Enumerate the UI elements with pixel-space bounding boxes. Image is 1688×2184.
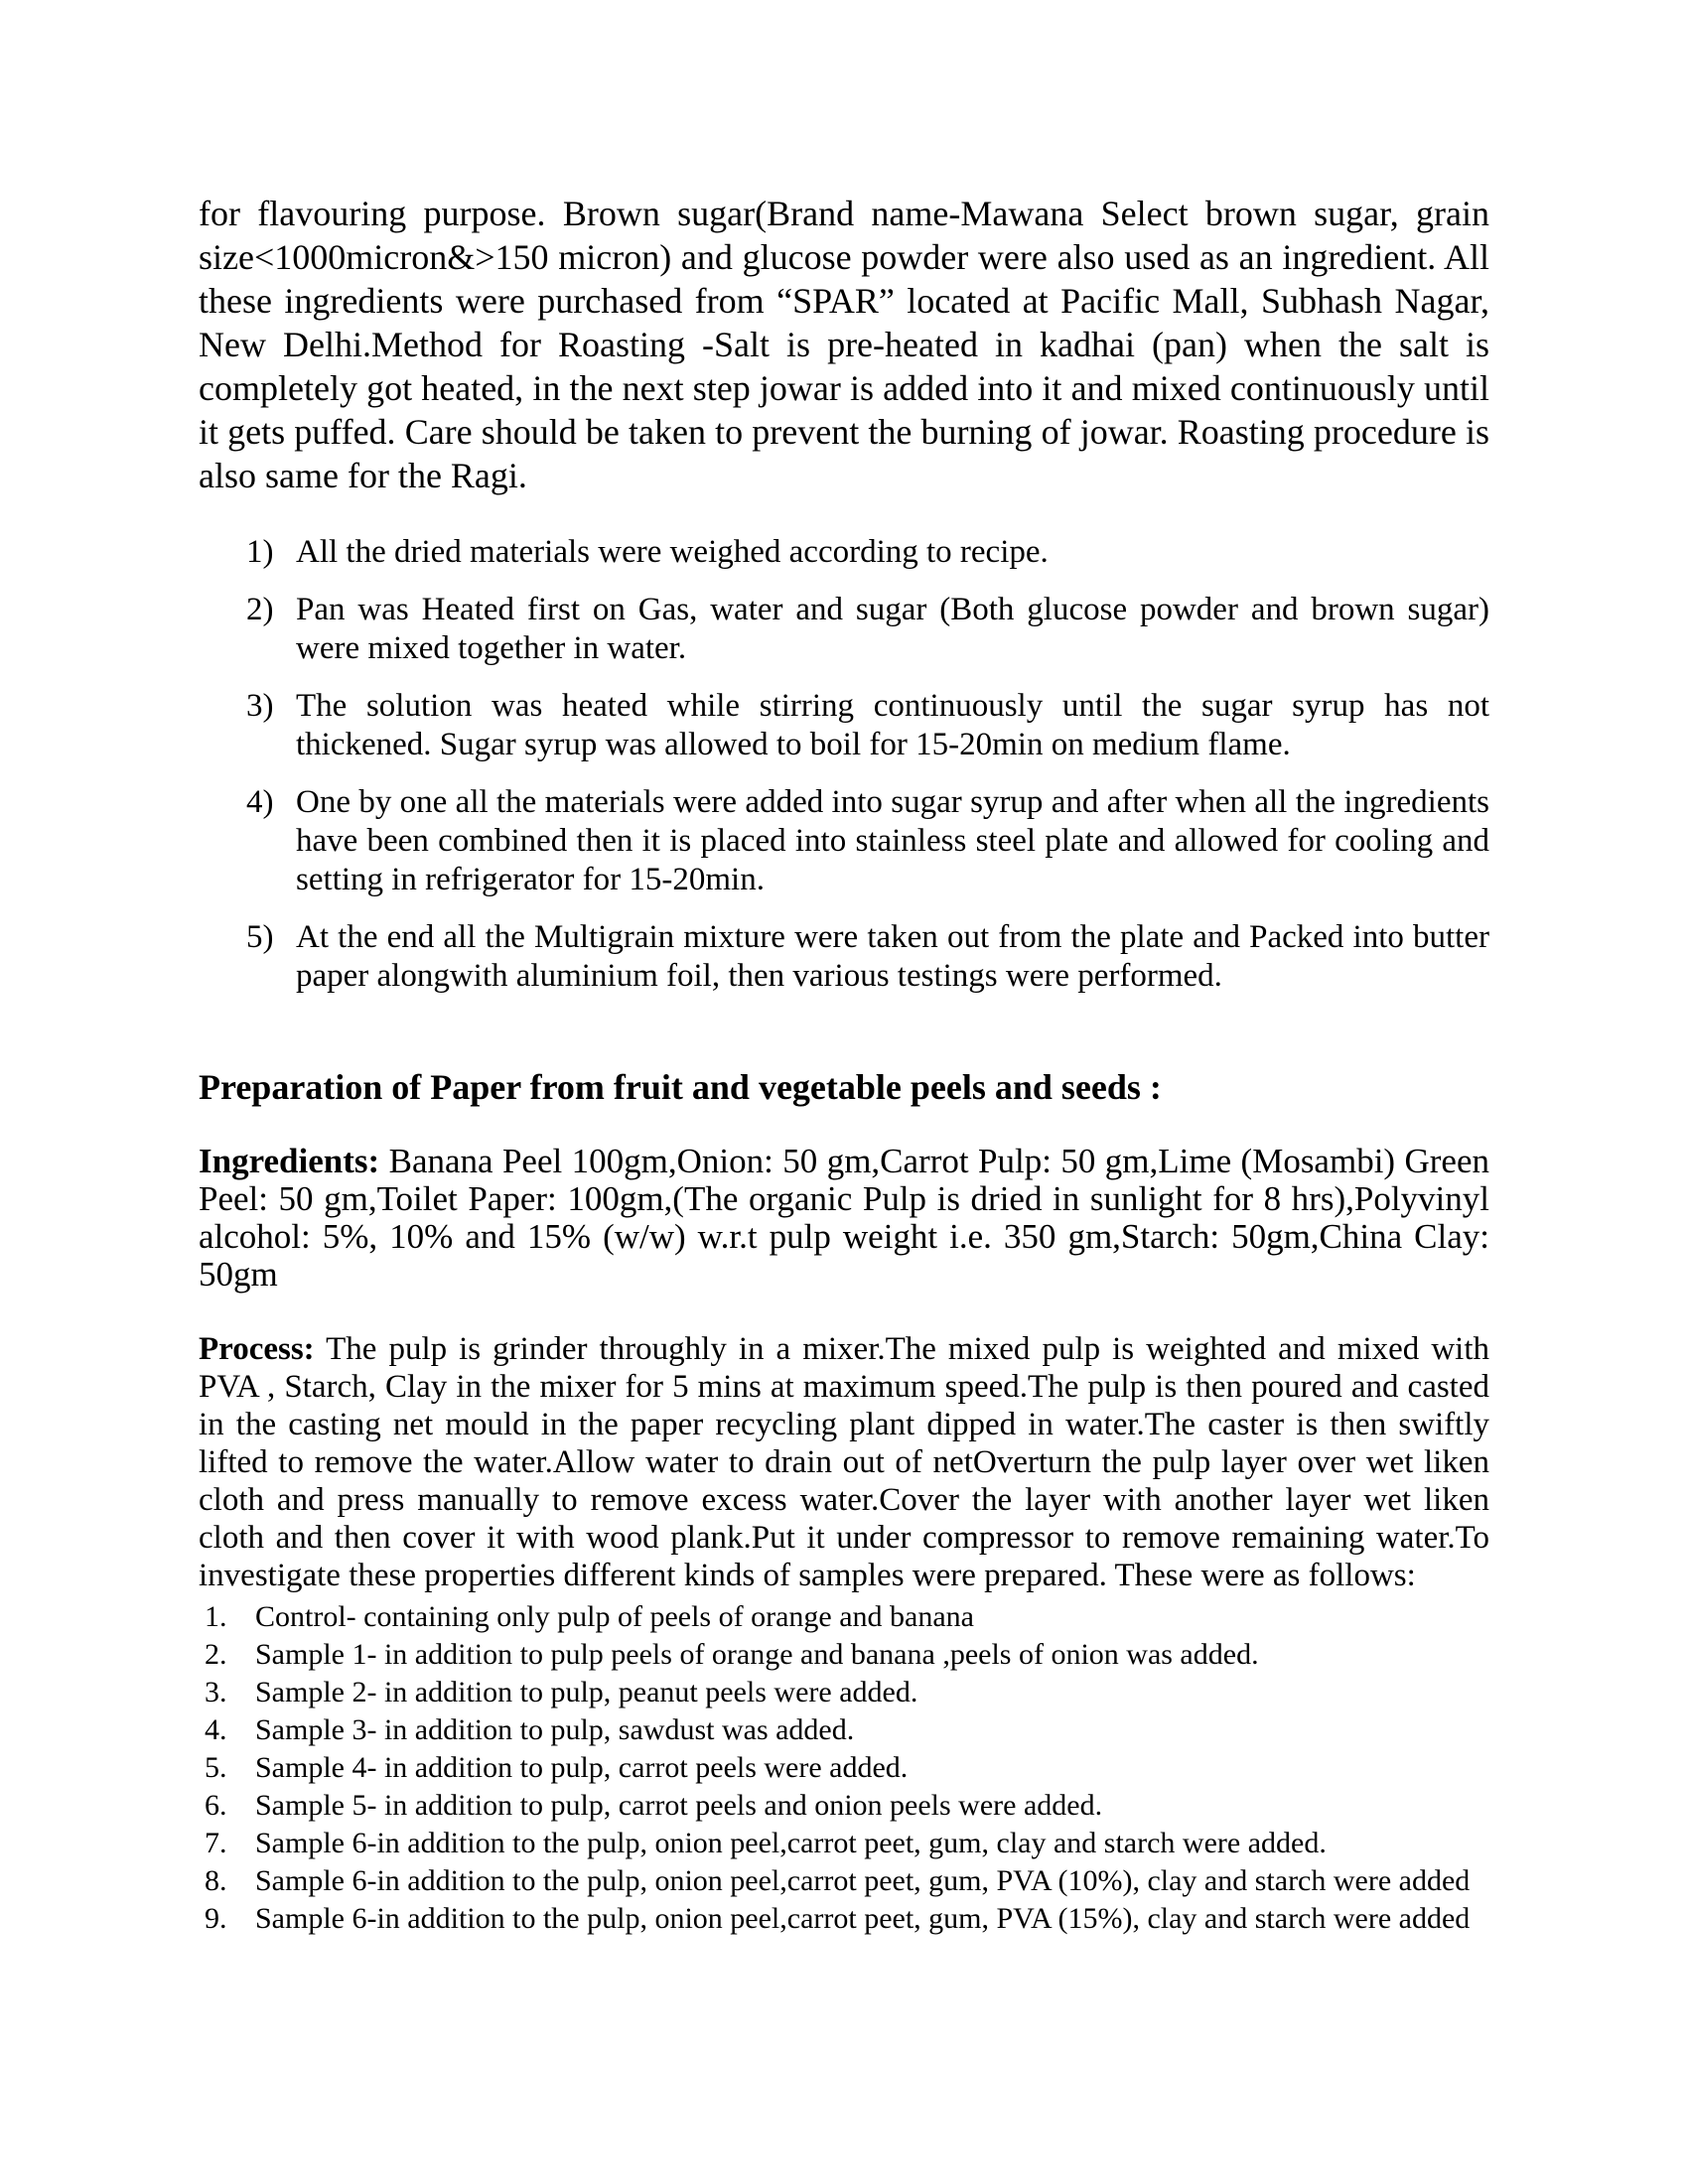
- sample-marker: 1.: [205, 1600, 227, 1633]
- sample-text: Sample 5- in addition to pulp, carrot peels and onion peels were added.: [255, 1789, 1103, 1822]
- sample-item: [199, 1636, 1489, 1674]
- step-marker: 5): [246, 919, 274, 955]
- step-text: At the end all the Multigrain mixture were taken out from the plate and Packed into butter paper alongwith aluminium foil, then various testings were performed.: [296, 919, 1489, 994]
- method-step-item: [199, 533, 1489, 572]
- sample-item: [199, 1598, 1489, 1636]
- ingredients-text: Banana Peel 100gm,Onion: 50 gm,Carrot Pulp: 50 gm,Lime (Mosambi) Green Peel: 50 gm,Toilet Paper: 100gm,(The organic Pulp is dried in sunlight for 8 hrs),Polyvinyl alcohol: 5%, 10% and 15% (w/w) w.r.t pulp weight i.e. 350 gm,Starch: 50gm,China Clay: 50gm: [199, 1142, 1489, 1294]
- sample-item: [199, 1711, 1489, 1749]
- process-paragraph: [199, 1330, 1489, 1594]
- samples-list: [199, 1598, 1489, 1938]
- step-text: All the dried materials were weighed according to recipe.: [296, 534, 1049, 570]
- sample-item: [199, 1862, 1489, 1900]
- step-marker: 1): [246, 534, 274, 570]
- method-step-item: [199, 687, 1489, 764]
- method-steps-list: [199, 533, 1489, 996]
- step-text: The solution was heated while stirring continuously until the sugar syrup has not thickened. Sugar syrup was allowed to boil for 15-20min on medium flame.: [296, 688, 1489, 762]
- sample-text: Sample 1- in addition to pulp peels of orange and banana ,peels of onion was added.: [255, 1638, 1259, 1671]
- sample-marker: 6.: [205, 1789, 227, 1822]
- sample-text: Sample 2- in addition to pulp, peanut peels were added.: [255, 1676, 918, 1708]
- sample-item: [199, 1825, 1489, 1862]
- sample-text: Sample 6-in addition to the pulp, onion peel,carrot peet, gum, clay and starch were added.: [255, 1827, 1327, 1859]
- sample-marker: 8.: [205, 1864, 227, 1897]
- sample-text: Sample 6-in addition to the pulp, onion peel,carrot peet, gum, PVA (15%), clay and starch were added: [255, 1902, 1471, 1935]
- process-text: The pulp is grinder throughly in a mixer.The mixed pulp is weighted and mixed with PVA , Starch, Clay in the mixer for 5 mins at maximum speed.The pulp is then poured and casted in the casting net mould in the paper recycling plant dipped in water.The caster is then swiftly lifted to remove the water.Allow water to drain out of netOverturn the pulp layer over wet liken cloth and press manually to remove excess water.Cover the layer with another layer wet liken cloth and then cover it with wood plank.Put it under compressor to remove remaining water.To investigate these properties different kinds of samples were prepared. These were as follows:: [199, 1331, 1489, 1593]
- process-label: Process:: [199, 1331, 315, 1367]
- step-text: One by one all the materials were added into sugar syrup and after when all the ingredients have been combined then it is placed into stainless steel plate and allowed for cooling and setting in refrigerator for 15-20min.: [296, 784, 1489, 897]
- sample-marker: 7.: [205, 1827, 227, 1859]
- step-marker: 2): [246, 592, 274, 627]
- method-step-item: [199, 918, 1489, 996]
- method-step-item: [199, 783, 1489, 899]
- step-marker: 3): [246, 688, 274, 724]
- sample-item: [199, 1674, 1489, 1711]
- sample-text: Sample 6-in addition to the pulp, onion peel,carrot peet, gum, PVA (10%), clay and starch were added: [255, 1864, 1471, 1897]
- sample-marker: 9.: [205, 1902, 227, 1935]
- intro-paragraph: for flavouring purpose. Brown sugar(Brand name-Mawana Select brown sugar, grain size<1000micron&>150 micron) and glucose powder were also used as an ingredient. All these ingredients were purchased from “SPAR” located at Pacific Mall, Subhash Nagar, New Delhi.Method for Roasting -Salt is pre-heated in kadhai (pan) when the salt is completely got heated, in the next step jowar is added into it and mixed continuously until it gets puffed. Care should be taken to prevent the burning of jowar. Roasting procedure is also same for the Ragi.: [199, 194, 1489, 495]
- step-text: Pan was Heated first on Gas, water and sugar (Both glucose powder and brown sugar) were mixed together in water.: [296, 592, 1489, 666]
- ingredients-label: Ingredients:: [199, 1142, 380, 1180]
- sample-item: [199, 1749, 1489, 1787]
- step-marker: 4): [246, 784, 274, 820]
- sample-item: [199, 1787, 1489, 1825]
- document-content: [199, 0, 1489, 1938]
- sample-marker: 4.: [205, 1713, 227, 1746]
- ingredients-paragraph: [199, 1143, 1489, 1294]
- sample-text: Sample 4- in addition to pulp, carrot peels were added.: [255, 1751, 909, 1784]
- sample-text: Sample 3- in addition to pulp, sawdust was added.: [255, 1713, 855, 1746]
- method-step-item: [199, 591, 1489, 668]
- sample-marker: 3.: [205, 1676, 227, 1708]
- sample-marker: 2.: [205, 1638, 227, 1671]
- section-heading: Preparation of Paper from fruit and vegetable peels and seeds :: [199, 1067, 1162, 1107]
- sample-item: [199, 1900, 1489, 1938]
- sample-marker: 5.: [205, 1751, 227, 1784]
- sample-text: Control- containing only pulp of peels of orange and banana: [255, 1600, 974, 1633]
